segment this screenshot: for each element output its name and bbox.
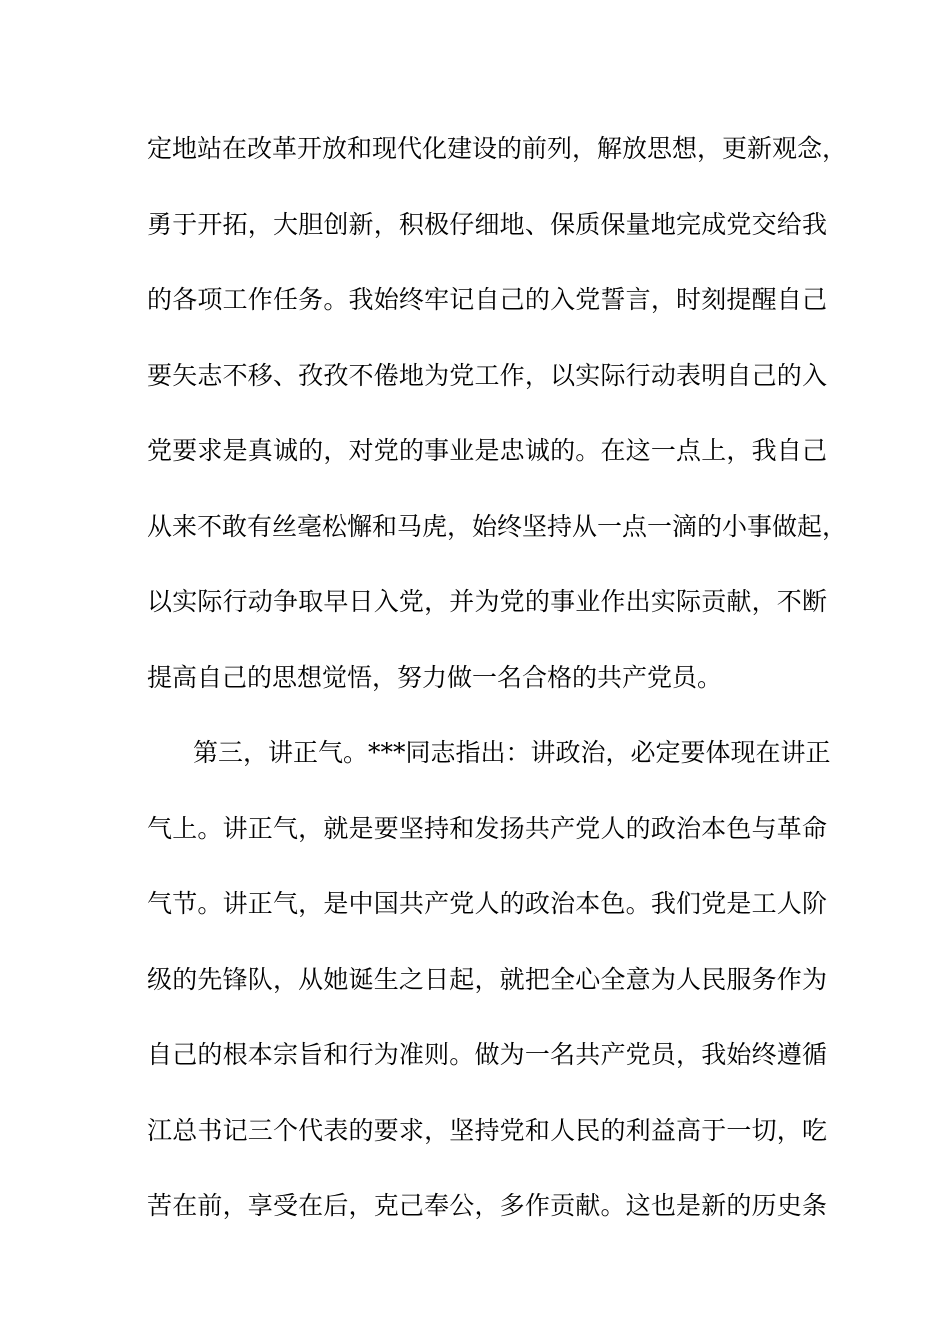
- paragraph-2-line-5: 自己的根本宗旨和行为准则。做为一名共产党员，我始终遵循: [147, 1040, 827, 1069]
- paragraph-1-line-4: 要矢志不移、孜孜不倦地为党工作，以实际行动表明自己的入: [147, 360, 827, 390]
- paragraph-2-line-2: 气上。讲正气，就是要坚持和发扬共产党人的政治本色与革命: [147, 813, 827, 843]
- document-body: [147, 126, 848, 1259]
- paragraph-1-line-2: 勇于开拓，大胆创新，积极仔细地、保质保量地完成党交给我: [147, 209, 827, 239]
- paragraph-1-line-7: 以实际行动争取早日入党，并为党的事业作出实际贡献，不断: [147, 587, 827, 616]
- paragraph-1-line-8: 提高自己的思想觉悟，努力做一名合格的共产党员。: [147, 662, 723, 692]
- paragraph-2-line-3: 气节。讲正气，是中国共产党人的政治本色。我们党是工人阶: [147, 889, 827, 918]
- paragraph-2-line-6: 江总书记三个代表的要求，坚持党和人民的利益高于一切，吃: [147, 1115, 827, 1145]
- paragraph-2-line-4: 级的先锋队，从她诞生之日起，就把全心全意为人民服务作为: [147, 964, 827, 994]
- paragraph-2-line-7: 苦在前，享受在后，克己奉公，多作贡献。这也是新的历史条: [147, 1191, 827, 1220]
- paragraph-1-line-3: 的各项工作任务。我始终牢记自己的入党誓言，时刻提醒自己: [147, 285, 827, 314]
- paragraph-1-line-5: 党要求是真诚的，对党的事业是忠诚的。在这一点上，我自己: [147, 436, 827, 465]
- paragraph-2-line-1: 第三，讲正气。***同志指出：讲政治，必定要体现在讲正: [193, 738, 831, 767]
- paragraph-1-line-6: 从来不敢有丝毫松懈和马虎，始终坚持从一点一滴的小事做起，: [147, 511, 848, 541]
- paragraph-1-line-1: 定地站在改革开放和现代化建设的前列，解放思想，更新观念，: [147, 134, 848, 163]
